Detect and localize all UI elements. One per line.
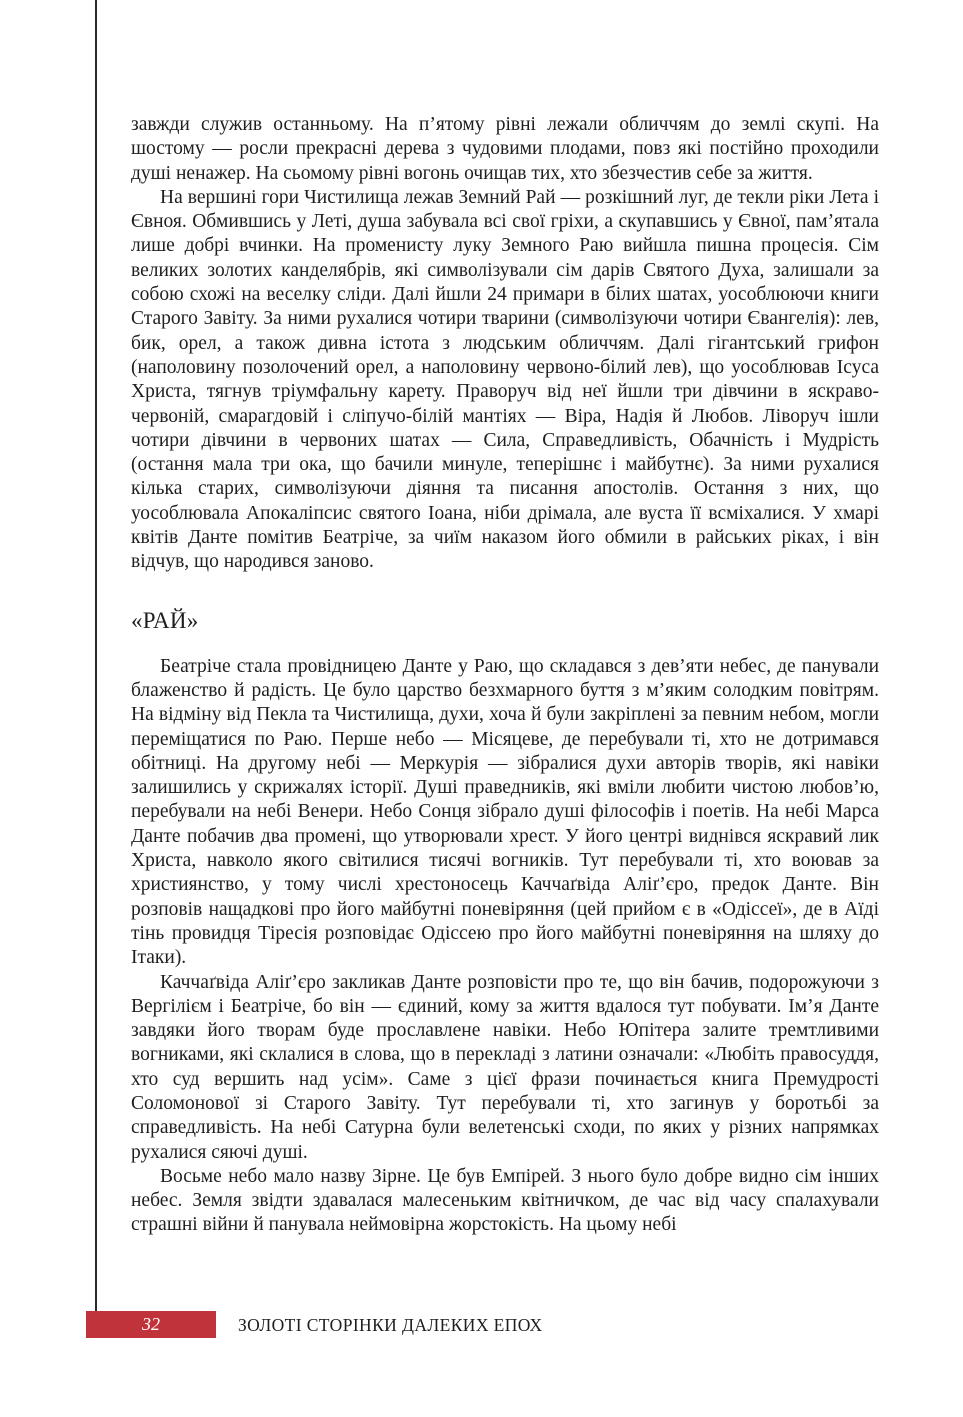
paragraph-continued: завжди служив останньому. На п’ятому рівні лежали обличчям до землі скупі. На шостому — росли прекрасні дерева з чудовими плодами, повз які постійно проходили душі ненажер. На сьомому рівні вогонь очищав тих, хто збезчестив себе за життя.: [131, 114, 879, 184]
margin-rule: [95, 0, 97, 1312]
paragraph-beatrice-guide: Беатріче стала провідницею Данте у Раю, що складався з дев’яти небес, де панували блаженство й радість. Це було царство безхмарного буття з м’яким солодким повітрям. На відміну від Пекла та Чистилища, духи, хоча й були закріплені за певним небом, могли переміщатися по Раю. Перше небо — Місяцеве, де перебували ті, хто не дотримався обітниці. На другому небі — Меркурія — зібралися духи авторів творів, які навіки залишились у скрижалях історії. Душі праведників, які вміли любити чистою любов’ю, перебували на небі Венери. Небо Сонця зібрало душі філософів і поетів. На небі Марса Данте побачив два промені, що утворювали хрест. У його центрі виднівся яскравий лик Христа, навколо якого світилися тисячі вогників. Тут перебували ті, хто воював за християнство, у тому числі хрестоносець Каччаґвіда Аліґ’єро, предок Данте. Він розповів нащадкові про його майбутні поневіряння (цей прийом є в «Одіссеї», де в Аїді тінь провидця Тіресія розповідає Одіссею про його майбутні поневіряння на шляху до Ітаки).: [131, 655, 879, 969]
paragraph-earthly-paradise: На вершині гори Чистилища лежав Земний Рай — розкішний луг, де текли ріки Лета і Євноя. Обмившись у Леті, душа забувала всі свої гріхи, а скупавшись у Євної, пам’ятала лише добрі вчинки. На променисту луку Земного Раю вийшла пишна процесія. Сім великих золотих канделябрів, які символізували сім дарів Святого Духа, залишали за собою схожі на веселку сліди. Далі йшли 24 примари в білих шатах, уособлюючи книги Старого Завіту. За ними рухалися чотири тварини (символізуючи чотири Євангелія): лев, бик, орел, а також дивна істота з людським обличчям. Далі гігантський грифон (наполовину позолочений орел, а наполовину червоно-білий лев), що уособлював Ісуса Христа, тягнув тріумфальну карету. Праворуч від неї йшли три дівчини в яскраво-червоній, смарагдовій і сліпучо-білій мантіях — Віра, Надія й Любов. Ліворуч ішли чотири дівчини в червоних шатах — Сила, Справедливість, Обачність і Мудрість (остання мала три ока, що бачили минуле, теперішнє і майбутнє). За ними рухалися кілька старих, символізуючи діяння та писання апостолів. Остання з них, що уособлювала Апокаліпсис святого Іоана, ніби дрімала, але вуста її всміхалися. У хмарі квітів Данте помітив Беатріче, за чиїм наказом його обмили в райських ріках, і він відчув, що народився заново.: [131, 186, 879, 573]
paragraph-cacciaguida: Каччаґвіда Аліґ’єро закликав Данте розповісти про те, що він бачив, подорожуючи з Вергілієм і Беатріче, бо він — єдиний, кому за життя вдалося тут побувати. Ім’я Данте завдяки його творам буде прославлене навіки. Небо Юпітера залите тремтливими вогниками, які склалися в слова, що в перекладі з латини означали: «Любіть правосуддя, хто суд вершить над усім». Саме з цієї фрази починається книга Премудрості Соломонової зі Старого Завіту. Тут перебували ті, хто загинув у боротьбі за справедливість. На небі Сатурна були велетенські сходи, по яких у різних напрямках рухалися сяючі душі.: [131, 971, 879, 1163]
page-number-bar: [86, 1311, 216, 1338]
paragraph-eighth-heaven: Восьме небо мало назву Зірне. Це був Емпірей. З нього було добре видно сім інших небес. Земля звідти здавалася малесеньким квітничком, де час від часу спалахували страшні війни й панувала неймовірна жорстокість. На цьому небі: [131, 1165, 879, 1236]
page-body: [131, 113, 879, 1238]
page-number: 32: [142, 1314, 160, 1334]
running-title: ЗОЛОТІ СТОРІНКИ ДАЛЕКИХ ЕПОХ: [238, 1315, 543, 1335]
section-heading-paradise: «РАЙ»: [131, 607, 199, 633]
